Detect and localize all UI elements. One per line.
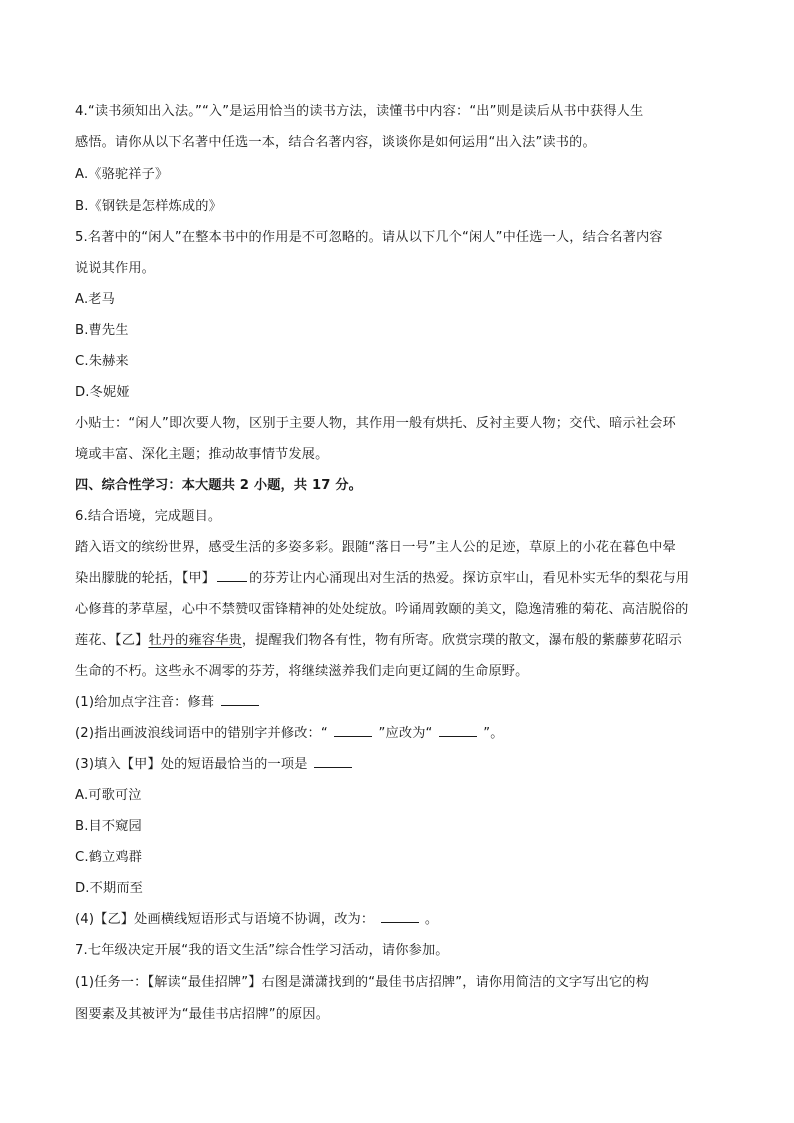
- q5-option-d: D.冬妮娅: [75, 385, 130, 400]
- q6-option-a: A.可歌可泣: [75, 788, 142, 803]
- q6-sub3-text: (3)填入【甲】处的短语最恰当的一项是: [75, 757, 308, 772]
- answer-blank-choice[interactable]: [314, 755, 352, 768]
- section-heading: 四、综合性学习：本大题共 2 小题，共 17 分。: [75, 478, 363, 493]
- q6-sub4-text-a: (4)【乙】处画横线短语形式与语境不协调，改为：: [75, 912, 375, 927]
- q4-option-b: B.《钢铁是怎样炼成的》: [75, 199, 222, 214]
- answer-blank-revision[interactable]: [381, 910, 419, 923]
- q7-sub1-line2: 图要素及其被评为“最佳书店招牌”的原因。: [75, 1007, 330, 1022]
- q6-passage-line2-start: 染出朦胧的轮括，【甲】: [75, 571, 216, 586]
- q5-tip-line2: 境或丰富、深化主题；推动故事情节发展。: [75, 447, 329, 462]
- q5-option-a: A.老马: [75, 292, 115, 307]
- q5-stem-line2: 说说其作用。: [75, 261, 156, 276]
- q6-passage-line4-end: ，提醒我们物各有性，物有所寄。欣赏宗璞的散文，瀑布般的紫藤萝花昭示: [241, 633, 682, 648]
- q4-stem-line2: 感悟。请你从以下名著中任选一本，结合名著内容，谈谈你是如何运用“出入法”读书的。: [75, 135, 596, 150]
- q6-sub2-text-b: ”应改为“: [378, 726, 433, 741]
- q4-option-a: A.《骆驼祥子》: [75, 167, 169, 182]
- q6-sub2-text-c: ”。: [483, 726, 504, 741]
- answer-blank-jia[interactable]: [217, 569, 247, 582]
- q6-passage-line5: 生命的不朽。这些永不凋零的芬芳，将继续滋养我们走向更辽阔的生命原野。: [75, 664, 529, 679]
- answer-blank-wrong-char[interactable]: [334, 724, 372, 737]
- q6-passage-line4: [75, 631, 725, 651]
- q6-option-b: B.目不窥园: [75, 819, 142, 834]
- q6-sub1-text: (1)给加点字注音：修葺: [75, 695, 215, 710]
- q6-sub4: [75, 910, 725, 930]
- q7-stem: 7.七年级决定开展“我的语文生活”综合性学习活动，请你参加。: [75, 943, 449, 958]
- q6-sub3: [75, 755, 725, 775]
- q6-sub2: [75, 724, 725, 744]
- q4-stem-line1: 4.“读书须知出入法。”“入”是运用恰当的读书方法，读懂书中内容：“出”则是读后从书中获得人生: [75, 104, 644, 119]
- q5-option-b: B.曹先生: [75, 323, 129, 338]
- answer-blank-pinyin[interactable]: [221, 693, 259, 706]
- answer-blank-correct-char[interactable]: [439, 724, 477, 737]
- q5-tip-line1: 小贴士：“闲人”即次要人物，区别于主要人物，其作用一般有烘托、反衬主要人物；交代、暗示社会环: [75, 416, 676, 431]
- q6-stem: 6.结合语境，完成题目。: [75, 509, 222, 524]
- q6-passage-line2-end: 的芬芳让内心涌现出对生活的热爱。探访京牢山，看见朴实无华的梨花与用: [249, 571, 690, 586]
- q6-option-d: D.不期而至: [75, 881, 143, 896]
- q7-sub1-line1: (1)任务一：【解读“最佳招牌”】右图是潇潇找到的“最佳书店招牌”，请你用简洁的文字写出它的构: [75, 975, 649, 990]
- q6-sub2-text-a: (2)指出画波浪线词语中的错别字并修改：“: [75, 726, 328, 741]
- q5-stem-line1: 5.名著中的“闲人”在整本书中的作用是不可忽略的。请从以下几个“闲人”中任选一人，结合名著内容: [75, 230, 663, 245]
- underlined-phrase: 牡丹的雍容华贵: [148, 633, 242, 648]
- q5-option-c: C.朱赫来: [75, 354, 129, 369]
- q6-sub4-text-b: 。: [424, 912, 439, 927]
- q6-option-c: C.鹤立鸡群: [75, 850, 143, 865]
- q6-passage-line1: 踏入语文的缤纷世界，感受生活的多姿多彩。跟随“落日一号”主人公的足迹，草原上的小花在暮色中晕: [75, 540, 676, 555]
- q6-sub1: [75, 693, 725, 713]
- q6-passage-line2: [75, 569, 725, 589]
- q6-passage-line4-start: 莲花、【乙】: [75, 633, 149, 648]
- q6-passage-line3: 心修葺的茅草屋，心中不禁赞叹雷锋精神的处处绽放。吟诵周敦颐的美文，隐逸清雅的菊花、高洁脱俗的: [75, 602, 689, 617]
